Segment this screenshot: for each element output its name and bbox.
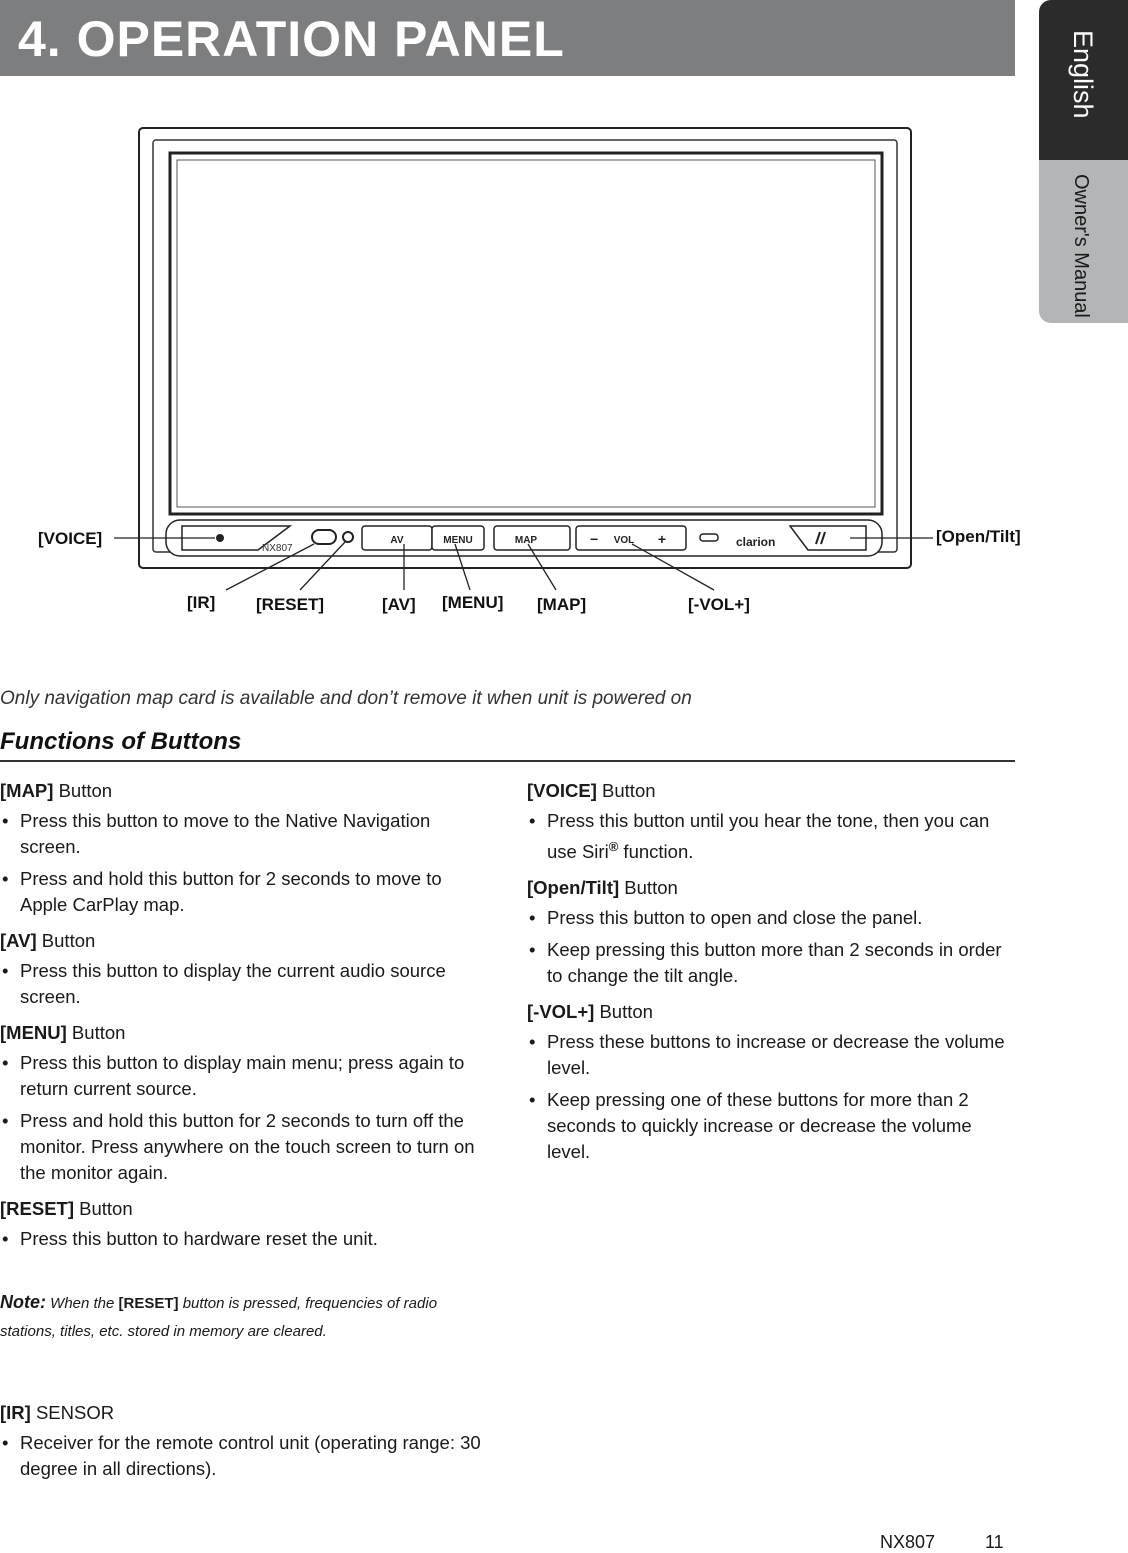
page-number: 11	[985, 1532, 1004, 1552]
operation-panel-figure	[0, 120, 1040, 640]
list-item: • Press this button to hardware reset the unit.	[0, 1226, 490, 1252]
list-item: • Press this button to open and close the panel.	[527, 905, 1017, 931]
voice-callout: [VOICE]	[38, 529, 103, 548]
map-block-title: [MAP] Button	[0, 780, 113, 801]
manual-label: Owner's Manual	[1070, 174, 1092, 318]
section-header	[0, 728, 1015, 762]
av-callout: [AV]	[382, 595, 416, 614]
card-slot	[700, 534, 718, 541]
title-bar	[0, 0, 1015, 76]
reset-block-title: [RESET] Button	[0, 1198, 133, 1219]
ir-block	[0, 1400, 490, 1482]
av-block	[0, 928, 490, 1010]
reset-button[interactable]	[343, 532, 353, 542]
vol-minus-label: −	[590, 531, 599, 547]
language-tab[interactable]	[1039, 0, 1128, 160]
footer-model: NX807	[880, 1532, 936, 1552]
menu-callout: [MENU]	[442, 593, 504, 612]
av-button-label: AV	[390, 535, 404, 546]
reset-note: Note: When the [RESET] button is pressed, frequencies of radio stations, titles, etc. stored in memory are cleared.	[0, 1292, 438, 1340]
list-item: • Press this button to move to the Native Navigation screen.	[0, 808, 490, 860]
manual-tab[interactable]	[1039, 160, 1128, 323]
page-title: 4. OPERATION PANEL	[18, 11, 565, 67]
vol-plus-label: +	[657, 531, 667, 547]
list-item: • Keep pressing one of these buttons for more than 2 seconds to quickly increase or decrease the volume level.	[527, 1087, 1017, 1165]
menu-block	[0, 1020, 490, 1186]
intro-note: Only navigation map card is available and don’t remove it when unit is powered on	[0, 688, 692, 709]
list-item: • Press and hold this button for 2 seconds to turn off the monitor. Press anywhere on the touch screen to turn on the monitor again.	[0, 1108, 490, 1186]
screen	[170, 153, 882, 514]
right-column	[527, 778, 1017, 1175]
open-tilt-callout: [Open/Tilt]	[936, 527, 1021, 546]
av-block-title: [AV] Button	[0, 930, 96, 951]
open-tilt-block	[527, 875, 1017, 989]
menu-button-label: MENU	[443, 535, 473, 546]
map-button-label: MAP	[514, 535, 538, 546]
language-label: English	[1068, 30, 1098, 119]
map-block	[0, 778, 490, 918]
menu-block-title: [MENU] Button	[0, 1022, 126, 1043]
voice-block	[527, 778, 1017, 865]
ir-block-title: [IR] SENSOR	[0, 1402, 115, 1423]
open-tilt-block-title: [Open/Tilt] Button	[527, 877, 678, 899]
map-callout: [MAP]	[537, 595, 587, 614]
side-tab	[1039, 0, 1128, 323]
list-item: • Press these buttons to increase or decrease the volume level.	[527, 1029, 1017, 1081]
list-item: • Press this button to display the current audio source screen.	[0, 958, 490, 1010]
ir-callout: [IR]	[187, 593, 216, 612]
vol-callout: [-VOL+]	[688, 595, 750, 614]
vol-block	[527, 999, 1017, 1165]
note-label: Note:	[0, 1292, 46, 1312]
vol-label: VOL	[613, 535, 635, 546]
reset-callout: [RESET]	[256, 595, 324, 614]
list-item: • Press and hold this button for 2 seconds to move to Apple CarPlay map.	[0, 866, 490, 918]
section-title: Functions of Buttons	[0, 728, 242, 755]
list-item: • Keep pressing this button more than 2 seconds in order to change the tilt angle.	[527, 937, 1017, 989]
reset-block	[0, 1196, 490, 1252]
list-item: • Press this button until you hear the tone, then you can use Siri® function.	[527, 808, 1017, 865]
voice-icon	[216, 534, 224, 542]
left-column	[0, 778, 490, 1492]
list-item: • Press this button to display main menu; press again to return current source.	[0, 1050, 490, 1102]
list-item: • Receiver for the remote control unit (operating range: 30 degree in all directions).	[0, 1430, 490, 1482]
model-badge: NX807	[262, 543, 293, 554]
brand-logo: clarion	[736, 535, 776, 549]
vol-block-title: [-VOL+] Button	[527, 1001, 653, 1023]
voice-block-title: [VOICE] Button	[527, 780, 656, 801]
ir-sensor	[312, 530, 336, 544]
